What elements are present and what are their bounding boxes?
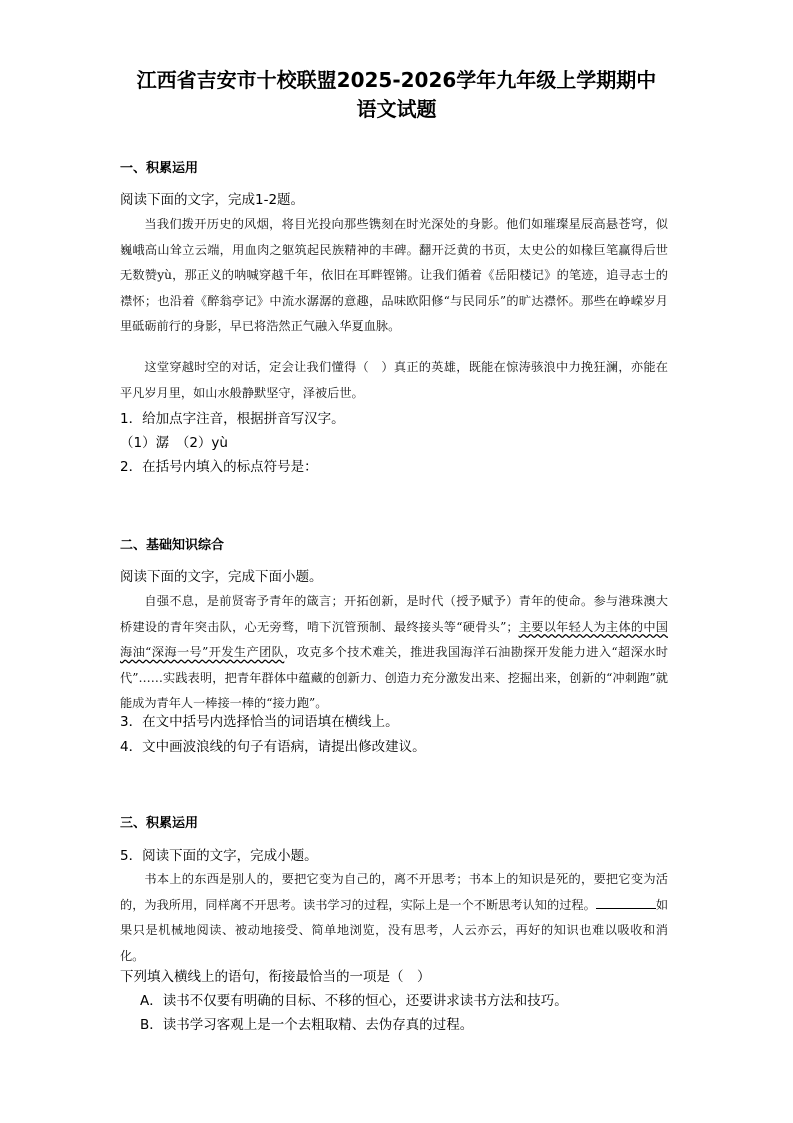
wavy-underlined-sentence: 主要以年轻人为主体的中国海油“深海一号”开发生产团队 <box>120 619 668 659</box>
section1-heading: 一、积累运用 <box>120 161 199 176</box>
question-5-prompt: 下列填入横线上的语句，衔接最恰当的一项是（ ） <box>120 969 431 985</box>
passage-text-a: 自强不息，是前贤寄予青年的箴言；开拓创新，是时代（授予赋予）青年的使命。参与港珠澳大桥建设的青年突击队，心无旁骛，啃下沉管预制、最终接头等“硬骨头”； <box>120 594 668 634</box>
question-2: 2．在括号内填入的标点符号是： <box>120 459 318 475</box>
section3-heading: 三、积累运用 <box>120 816 199 831</box>
option-b[interactable]: B．读书学习客观上是一个去粗取精、去伪存真的过程。 <box>140 1017 474 1033</box>
section1-passage-2: 这堂穿越时空的对话，定会让我们懂得（ ）真正的英雄，既能在惊涛骇浪中力挽狂澜，亦能在平凡岁月里，如山水般静默坚守，泽被后世。 <box>120 360 668 400</box>
section3-passage <box>120 867 668 969</box>
section2-passage <box>120 589 668 717</box>
section2-intro: 阅读下面的文字，完成下面小题。 <box>120 569 323 585</box>
question-1: 1．给加点字注音，根据拼音写汉字。 <box>120 411 345 427</box>
question-4: 4．文中画波浪线的句子有语病，请提出修改建议。 <box>120 739 426 755</box>
section1-intro: 阅读下面的文字，完成1-2题。 <box>120 192 305 208</box>
option-a[interactable]: A．读书不仅要有明确的目标、不移的恒心，还要讲求读书方法和技巧。 <box>140 993 568 1009</box>
question-1-items: （1）潺 （2）yù <box>120 435 228 451</box>
passage-text-b: ，攻克多个技术难关，推进我国海洋石油勘探开发能力进入“超深水时代”……实践表明，把青年群体中蕴藏的创新力、创造力充分激发出来、挖掘出来，创新的“冲刺跑”就能成为青年人一棒接一棒的“接力跑”。 <box>120 645 668 710</box>
section2-heading: 二、基础知识综合 <box>120 538 225 553</box>
passage-text-a: 书本上的东西是别人的，要把它变为自己的，离不开思考；书本上的知识是死的，要把它变为活的，为我所用，同样离不开思考。读书学习的过程，实际上是一个不断思考认知的过程。 <box>120 872 668 912</box>
page-title-line2: 语文试题 <box>356 97 437 121</box>
page-title-line1: 江西省吉安市十校联盟2025-2026学年九年级上学期期中 <box>136 68 657 92</box>
passage-text-b: 如果只是机械地阅读、被动地接受、简单地浏览，没有思考，人云亦云，再好的知识也难以吸收和消化。 <box>120 897 669 963</box>
question-3: 3．在文中括号内选择恰当的词语填在横线上。 <box>120 714 399 730</box>
section1-passage-1: 当我们拨开历史的风烟，将目光投向那些镌刻在时光深处的身影。他们如璀璨星辰高悬苍穹，似巍峨高山耸立云端，用血肉之躯筑起民族精神的丰碑。翻开泛黄的书页，太史公的如椽巨笔赢得后世无数赞yù，那正义的呐喊穿越千年，依旧在耳畔铿锵。让我们循着《岳阳楼记》的笔迹，追寻志士的襟怀；也沿着《醉翁亭记》中流水潺潺的意趣，品味欧阳修“与民同乐”的旷达襟怀。那些在峥嵘岁月里砥砺前行的身影，早已将浩然正气融入华夏血脉。 <box>120 217 668 333</box>
fill-blank-line <box>596 896 656 909</box>
question-5: 5．阅读下面的文字，完成小题。 <box>120 848 318 864</box>
